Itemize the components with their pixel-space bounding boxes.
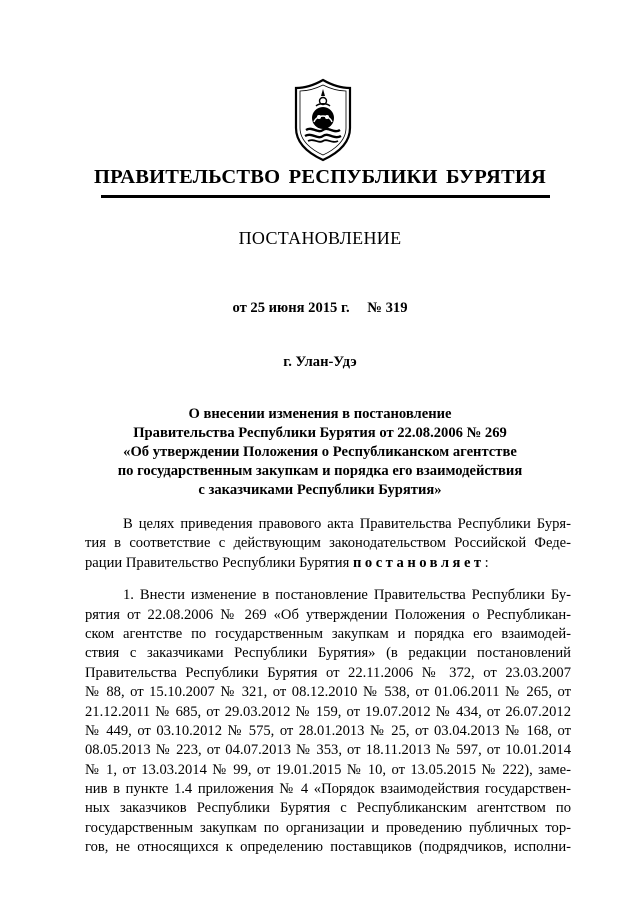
item1-line: 21.12.2011 № 685, от 29.03.2012 № 159, от 19.07.2012 № 434, от 26.07.2012 bbox=[85, 703, 571, 720]
preamble-line: тия в соответствие с действующим законодательством Российской Феде- bbox=[85, 535, 571, 552]
coat-of-arms-icon bbox=[292, 78, 354, 162]
item1-line: 08.05.2013 № 223, от 04.07.2013 № 353, от 18.11.2013 № 597, от 10.01.2014 bbox=[85, 742, 571, 759]
date-number-line bbox=[0, 300, 640, 317]
preamble-line: рации Правительство Республики Бурятия bbox=[85, 554, 350, 571]
item1-line: ствия с заказчиками Республики Бурятия» (в редакции постановлений bbox=[85, 645, 571, 662]
item1-line: рятия от 22.08.2006 № 269 «Об утверждении Положения о Республикан- bbox=[85, 606, 571, 623]
heading-line: О внесении изменения в постановление bbox=[188, 406, 452, 422]
document-city: г. Улан-Удэ bbox=[283, 354, 357, 370]
preamble-resolves-line bbox=[85, 554, 571, 573]
government-title: ПРАВИТЕЛЬСТВО РЕСПУБЛИКИ БУРЯТИЯ bbox=[93, 166, 547, 188]
item1-line: ском агентстве по государственным закупкам и порядка его взаимодей- bbox=[85, 625, 571, 642]
item1-line: нив в пункте 1.4 приложения № 4 «Порядок взаимодействия государствен- bbox=[85, 781, 571, 798]
item1-line: № 88, от 15.10.2007 № 321, от 08.12.2010 № 538, от 01.06.2011 № 265, от bbox=[85, 684, 571, 701]
heading-line: с заказчиками Республики Бурятия» bbox=[198, 482, 442, 498]
item1-line: Правительства Республики Бурятия от 22.11.2006 № 372, от 23.03.2007 bbox=[85, 664, 571, 681]
document-number: № 319 bbox=[367, 300, 408, 316]
item1-line: ных заказчиков Республики Бурятия с Республиканским агентством по bbox=[85, 800, 571, 817]
heading-line: «Об утверждении Положения о Республиканском агентстве bbox=[123, 444, 517, 460]
resolves-suffix: : bbox=[484, 554, 489, 571]
document-type: ПОСТАНОВЛЕНИЕ bbox=[238, 228, 402, 248]
item1-line: государственным закупкам по организации и проведению публичных тор- bbox=[85, 819, 571, 836]
heading-line: по государственным закупкам и порядка его взаимодействия bbox=[117, 463, 523, 479]
heading-line: Правительства Республики Бурятия от 22.08.2006 № 269 bbox=[133, 425, 507, 441]
paragraph-gap bbox=[85, 573, 571, 586]
preamble-line: В целях приведения правового акта Правительства Республики Буря- bbox=[123, 516, 571, 532]
document-date: от 25 июня 2015 г. bbox=[232, 300, 350, 316]
resolves-word: постановляет bbox=[353, 554, 485, 571]
item1-line: гов, не относящихся к определению поставщиков (подрядчиков, исполни- bbox=[85, 839, 571, 856]
document-heading bbox=[0, 405, 640, 500]
item1-line: № 449, от 03.10.2012 № 575, от 28.01.2013 № 25, от 03.04.2013 № 168, от bbox=[85, 722, 571, 739]
item1-line: № 1, от 13.03.2014 № 99, от 19.01.2015 № 10, от 13.05.2015 № 222), заме- bbox=[85, 761, 571, 778]
item1-line: 1. Внести изменение в постановление Правительства Республики Бу- bbox=[123, 587, 571, 604]
header-rule bbox=[101, 195, 550, 198]
document-body bbox=[85, 515, 571, 858]
